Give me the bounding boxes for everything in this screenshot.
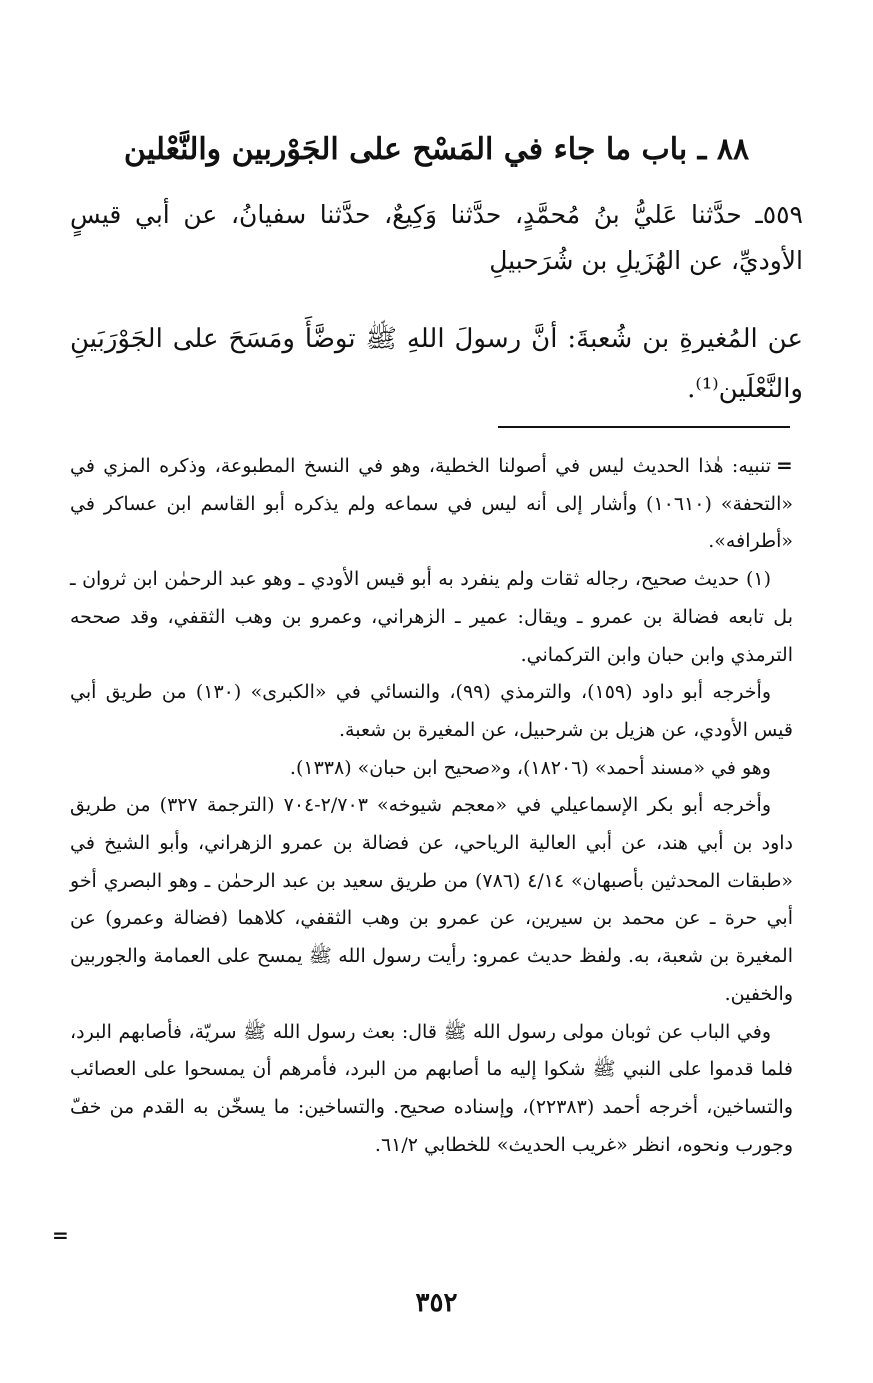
continuation-marker-bottom: =	[52, 1223, 69, 1247]
page-number: ٣٥٢	[415, 1288, 458, 1318]
footnotes	[70, 448, 793, 1164]
continuation-marker-top: =	[776, 453, 793, 477]
hadith-matn: عن المُغيرةِ بن شُعبةَ: أنَّ رسولَ اللهِ ﷺ توضَّأَ ومَسَحَ على الجَوْرَبَينِ والنَّعْلَين⁽¹⁾.	[70, 324, 803, 404]
note-takhrij-musnad: وهو في «مسند أحمد» (١٨٢٠٦)، و«صحيح ابن حبان» (١٣٣٨).	[289, 756, 771, 779]
note-fil-bab: وفي الباب عن ثوبان مولى رسول الله ﷺ قال: بعث رسول الله ﷺ سريّة، فأصابهم البرد، فلما قدموا على النبي ﷺ شكوا إليه ما أصابهم من البرد، فأمرهم أن يمسحوا على العصائب والتساخين، أخرجه أحمد (٢٢٣٨٣)، وإسناده صحيح. والتساخين: ما يسخّن به القدم من خفّ وجورب ونحوه، انظر «غريب الحديث» للخطابي ٦١/٢.	[70, 1020, 793, 1156]
chapter-title: ٨٨ ـ باب ما جاء في المَسْح على الجَوْربين والنَّعْلين	[123, 132, 750, 167]
note-takhrij-sunan: وأخرجه أبو داود (١٥٩)، والترمذي (٩٩)، والنسائي في «الكبرى» (١٣٠) من طريق أبي قيس الأودي، عن هزيل بن شرحبيل، عن المغيرة بن شعبة.	[70, 681, 793, 741]
note-1-grading: (١) حديث صحيح، رجاله ثقات ولم ينفرد به أبو قيس الأودي ـ وهو عبد الرحمٰن ابن ثروان ـ بل تابعه فضالة بن عمرو ـ ويقال: عمير ـ الزهراني، وعمرو بن وهب الثقفي، وقد صححه الترمذي وابن حبان وابن التركماني.	[70, 568, 793, 666]
note-tanbih: تنبيه: هٰذا الحديث ليس في أصولنا الخطية، وهو في النسخ المطبوعة، وذكره المزي في «التحفة» (١٠٦١٠) وأشار إلى أنه ليس في سماعه ولم يذكره أبو القاسم ابن عساكر في «أطرافه».	[70, 455, 793, 553]
note-takhrij-ismaili: وأخرجه أبو بكر الإسماعيلي في «معجم شيوخه» ٢/٧٠٣-٧٠٤ (الترجمة ٣٢٧) من طريق داود بن أبي هند، عن أبي العالية الرياحي، عن فضالة بن عمرو الزهراني، وأبو الشيخ في «طبقات المحدثين بأصبهان» ٤/١٤ (٧٨٦) من طريق سعيد بن عبد الرحمٰن ـ وهو البصري أخو أبي حرة ـ عن محمد بن سيرين، عن عمرو بن وهب الثقفي، كلاهما (فضالة وعمرو) عن المغيرة بن شعبة، به. ولفظ حديث عمرو: رأيت رسول الله ﷺ يمسح على العمامة والجوربين والخفين.	[70, 794, 794, 1005]
footnote-separator	[498, 426, 790, 428]
hadith-isnad: ٥٥٩ـ حدَّثنا عَليُّ بنُ مُحمَّدٍ، حدَّثنا وَكِيعٌ، حدَّثنا سفيانُ، عن أبي قيسٍ الأوديِّ، عن الهُزَيلِ بن شُرَحبيلِ	[70, 200, 803, 275]
